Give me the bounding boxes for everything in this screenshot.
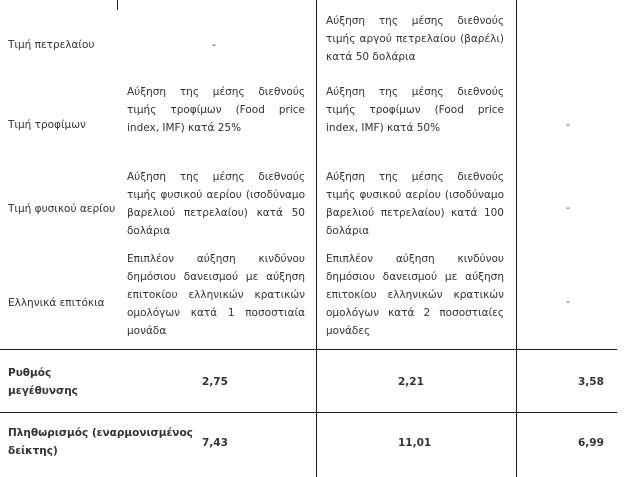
row-label-food-price: Τιμή τροφίμων xyxy=(8,119,86,131)
row-label-oil-price: Τιμή πετρελαίου xyxy=(8,39,95,51)
row2-col1-text: Αύξηση της μέσης διεθνούς τιμής τροφίμων (Food price index, IMF) κατά 25% xyxy=(127,86,305,134)
row4-col3-dash: - xyxy=(566,295,570,308)
result-label-growth-rate: Ρυθμός μεγέθυνσης xyxy=(8,367,78,397)
row3-col1-text: Αύξηση της μέσης διεθνούς τιμής φυσικού αερίου (ισοδύναμο βαρελιού πετρελαίου) κατά 50 δολάρια xyxy=(127,171,305,237)
row-divider-top xyxy=(0,349,617,350)
row2-col3-dash: - xyxy=(566,118,570,131)
row1-col2-text: Αύξηση της μέσης διεθνούς τιμής αργού πετρελαίου (βαρέλι) κατά 50 δολάρια xyxy=(326,15,504,63)
row4-col2-text: Επιπλέον αύξηση κινδύνου δημόσιου δανεισμού με αύξηση επιτοκίου ελληνικών κρατικών ομολόγων κατά 2 ποσοστιαίες μονάδες xyxy=(326,253,504,337)
row-divider-results xyxy=(0,412,617,413)
growth-rate-col3-value: 3,58 xyxy=(578,376,604,388)
row3-col3-dash: - xyxy=(566,201,570,214)
row4-col1-text: Επιπλέον αύξηση κινδύνου δημόσιου δανεισμού με αύξηση επιτοκίου ελληνικών κρατικών ομολόγων κατά 1 ποσοστιαία μονάδα xyxy=(127,253,305,337)
column-divider-2 xyxy=(316,0,317,477)
result-label-inflation: Πληθωρισμός (εναρμονισμένος δείκτης) xyxy=(8,427,193,457)
column-divider-1 xyxy=(117,0,118,10)
row1-col1-dash: - xyxy=(212,38,216,51)
row-label-natural-gas: Τιμή φυσικού αερίου xyxy=(8,203,116,215)
growth-rate-col1-value: 2,75 xyxy=(202,376,228,388)
row-label-greek-interest-rates: Ελληνικά επιτόκια xyxy=(8,297,105,309)
inflation-col3-value: 6,99 xyxy=(578,437,604,449)
inflation-col2-value: 11,01 xyxy=(398,437,432,449)
column-divider-3 xyxy=(516,0,517,477)
inflation-col1-value: 7,43 xyxy=(202,437,228,449)
row2-col2-text: Αύξηση της μέσης διεθνούς τιμής τροφίμων (Food price index, IMF) κατά 50% xyxy=(326,86,504,134)
growth-rate-col2-value: 2,21 xyxy=(398,376,424,388)
row3-col2-text: Αύξηση της μέσης διεθνούς τιμής φυσικού αερίου (ισοδύναμο βαρελιού πετρελαίου) κατά 100 δολάρια xyxy=(326,171,504,237)
